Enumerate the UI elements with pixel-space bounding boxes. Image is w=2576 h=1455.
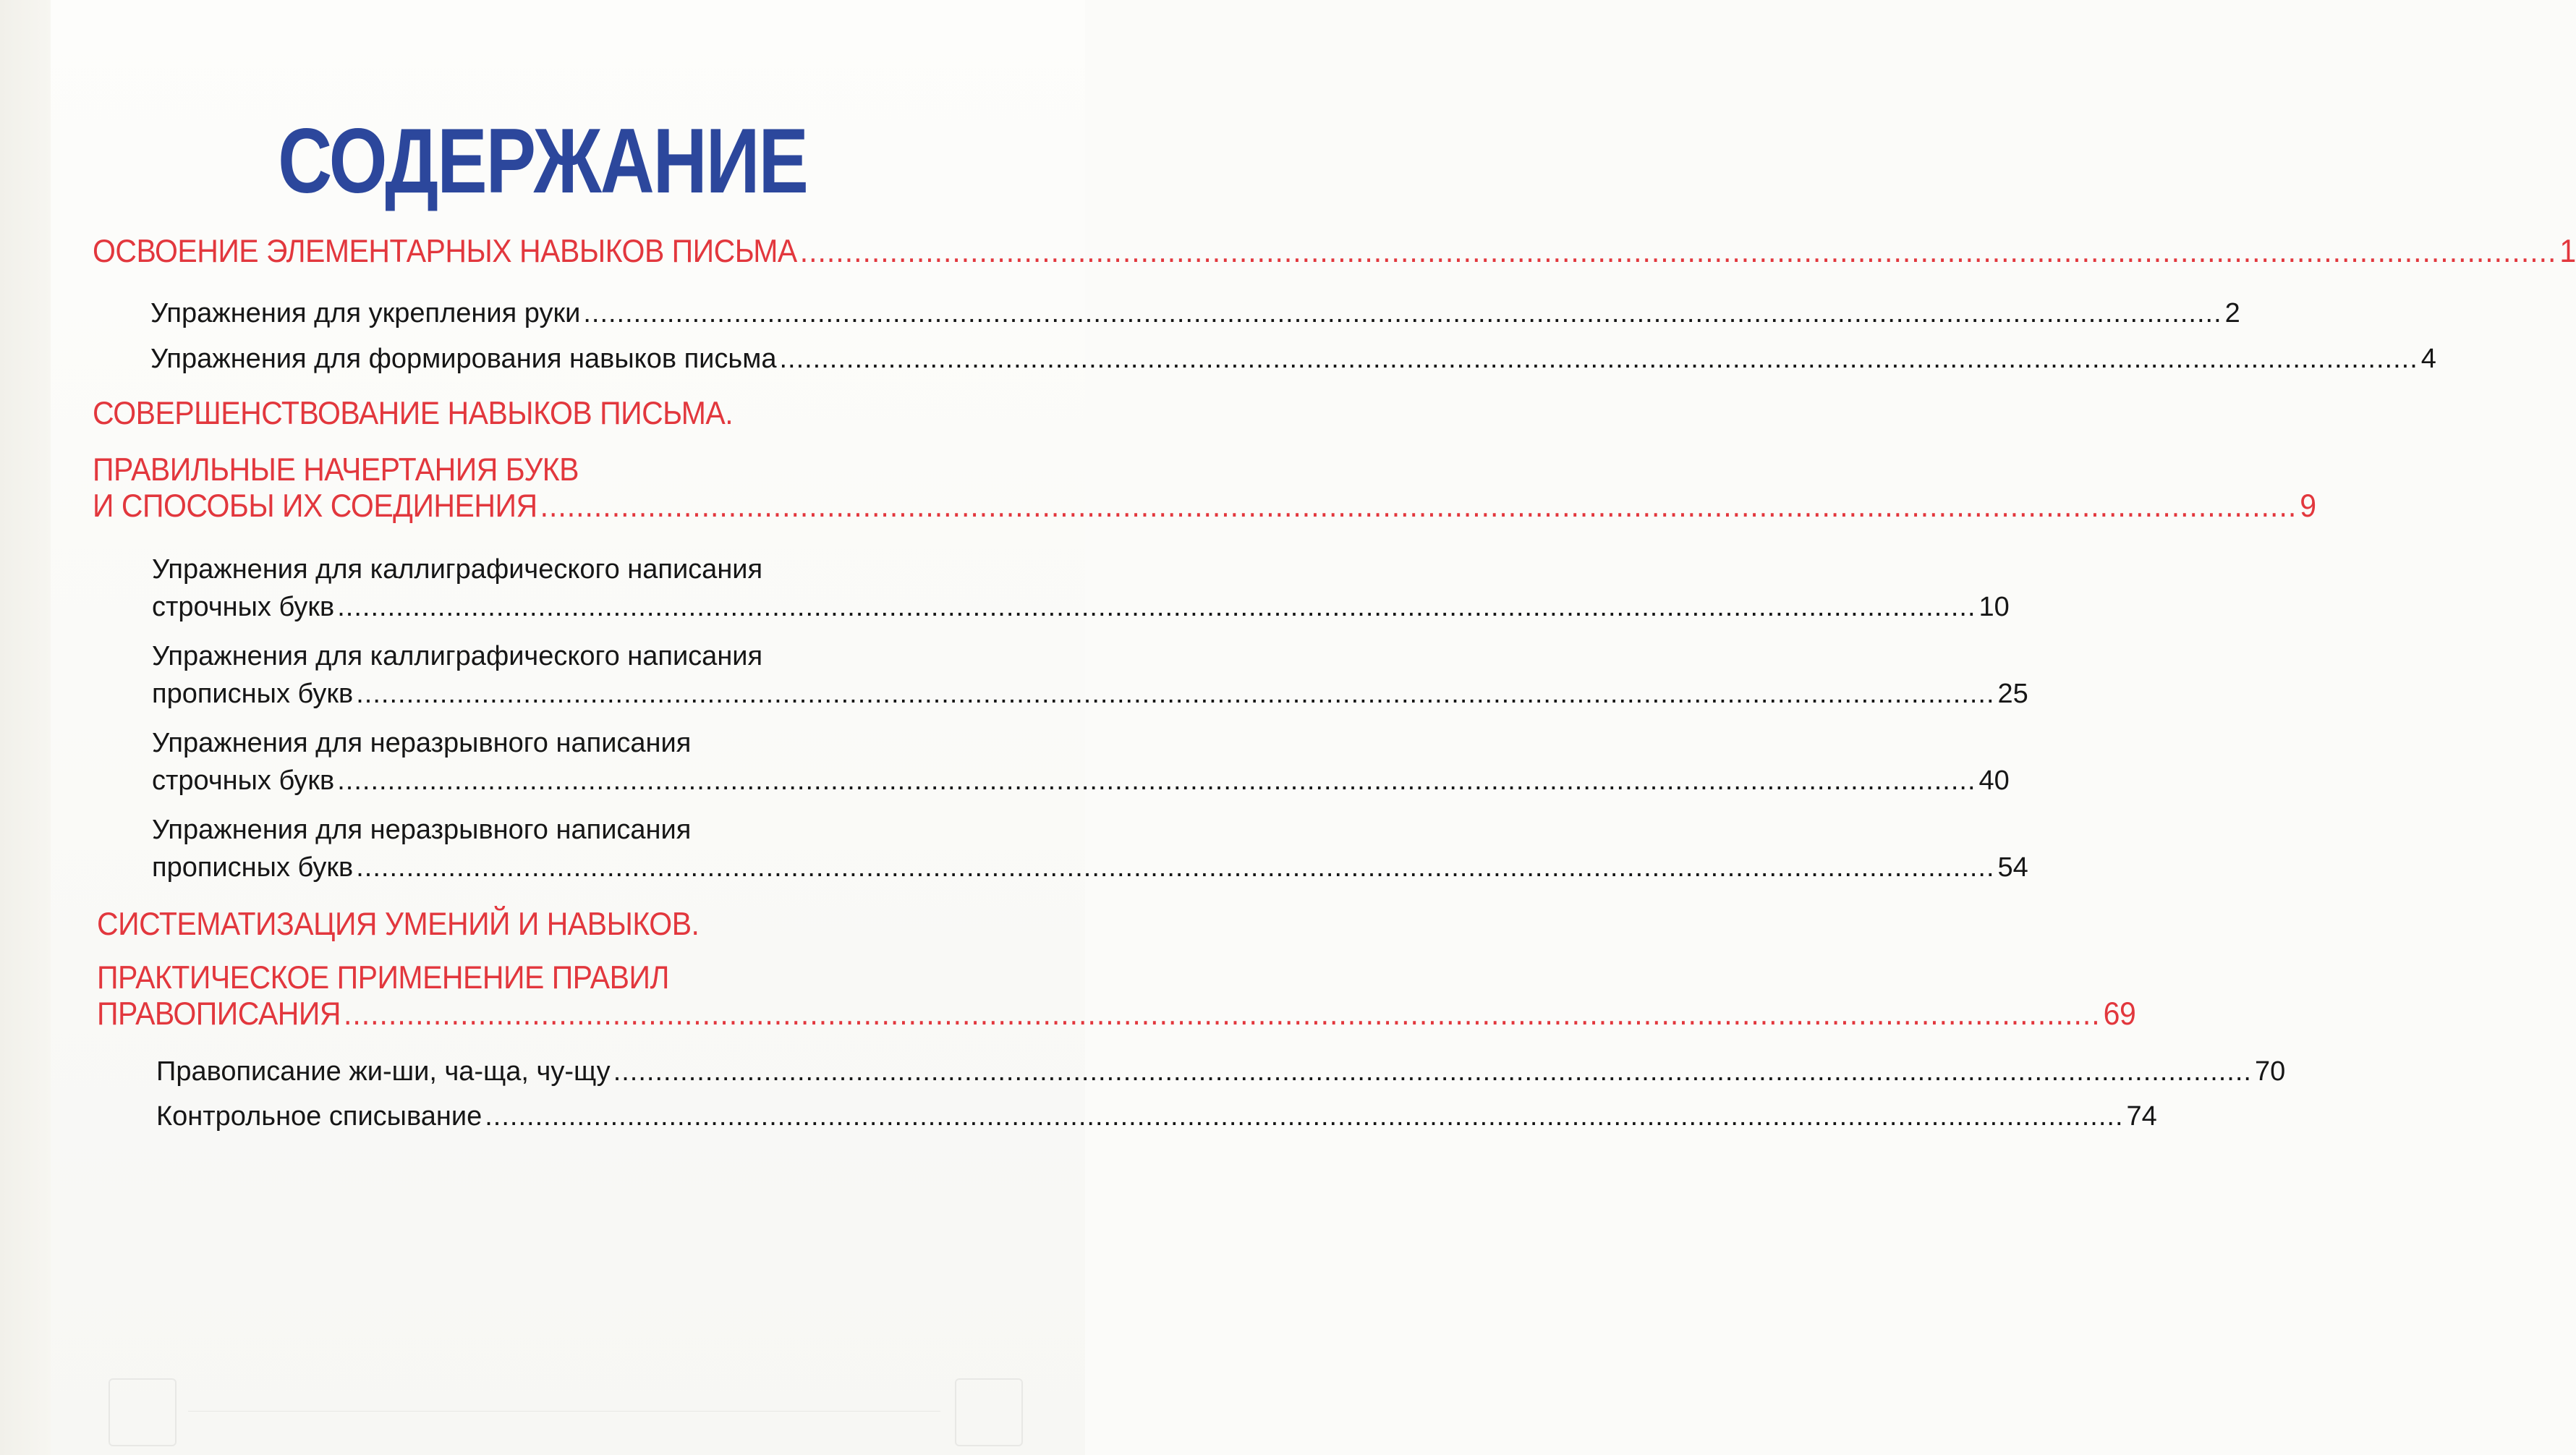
toc-item-2-1[interactable]: [152, 592, 2010, 623]
toc-section-3-title-line-2[interactable]: ПРАКТИЧЕСКОЕ ПРИМЕНЕНИЕ ПРАВИЛ: [97, 959, 669, 996]
toc-item-2-3[interactable]: [152, 765, 2010, 797]
toc-item-2-4-page: 54: [1997, 852, 2028, 883]
toc-leader-dots: ....................................................................................................................................................................................................: [485, 1101, 2124, 1132]
toc-section-3-title-line-3: ПРАВОПИСАНИЯ: [97, 996, 341, 1032]
bleed-through-frame: [955, 1378, 1023, 1446]
toc-item-3-2-page: 74: [2126, 1101, 2157, 1132]
toc-leader-dots: ....................................................................................................................................................................................................: [540, 488, 2297, 524]
toc-leader-dots: ....................................................................................................................................................................................................: [356, 679, 1995, 709]
toc-item-2-2[interactable]: [152, 679, 2028, 710]
toc-item-3-2-title: Контрольное списывание: [156, 1101, 483, 1132]
toc-item-2-1-page: 10: [1978, 592, 2010, 622]
toc-section-3-title-line-1[interactable]: СИСТЕМАТИЗАЦИЯ УМЕНИЙ И НАВЫКОВ.: [97, 906, 700, 942]
toc-item-3-1-page: 70: [2254, 1056, 2286, 1087]
page-title: СОДЕРЖАНИЕ: [278, 110, 807, 213]
toc-item-2-4-title-line-2: прописных букв: [152, 852, 354, 883]
toc-item-1-1-page: 2: [2224, 298, 2240, 328]
toc-section-1-title: ОСВОЕНИЕ ЭЛЕМЕНТАРНЫХ НАВЫКОВ ПИСЬМА: [93, 233, 797, 269]
toc-section-2-title-line-1[interactable]: СОВЕРШЕНСТВОВАНИЕ НАВЫКОВ ПИСЬМА.: [93, 395, 734, 431]
toc-section-2-title-line-2[interactable]: ПРАВИЛЬНЫЕ НАЧЕРТАНИЯ БУКВ: [93, 451, 579, 488]
toc-section-2-title-line-3: И СПОСОБЫ ИХ СОЕДИНЕНИЯ: [93, 488, 537, 524]
toc-leader-dots: ....................................................................................................................................................................................................: [337, 765, 1976, 796]
toc-item-2-1-title-line-2: строчных букв: [152, 592, 335, 622]
toc-item-2-4[interactable]: [152, 852, 2028, 883]
toc-item-2-2-title-line-2: прописных букв: [152, 679, 354, 709]
toc-section-1-page: 1: [2559, 233, 2576, 269]
toc-leader-dots: ....................................................................................................................................................................................................: [343, 996, 2101, 1032]
toc-item-2-4-title-line-1[interactable]: Упражнения для неразрывного написания: [152, 815, 692, 845]
toc-item-2-1-title-line-1[interactable]: Упражнения для каллиграфического написания: [152, 554, 763, 585]
toc-section-3-page: 69: [2103, 996, 2136, 1032]
page-margin-strip: [0, 0, 51, 1455]
bleed-through-rule: [188, 1411, 940, 1412]
toc-item-2-2-page: 25: [1997, 679, 2028, 709]
toc-leader-dots: ....................................................................................................................................................................................................: [356, 852, 1995, 883]
toc-section-2[interactable]: [93, 488, 2316, 525]
toc-item-3-1-title: Правописание жи-ши, ча-ща, чу-щу: [156, 1056, 611, 1087]
toc-leader-dots: ....................................................................................................................................................................................................: [613, 1056, 2252, 1087]
toc-item-1-2[interactable]: [150, 344, 2436, 375]
toc-leader-dots: ....................................................................................................................................................................................................: [337, 592, 1976, 622]
toc-item-2-2-title-line-1[interactable]: Упражнения для каллиграфического написания: [152, 641, 763, 671]
toc-item-3-1[interactable]: [156, 1056, 2286, 1087]
toc-item-1-2-title: Упражнения для формирования навыков письма: [150, 344, 777, 374]
toc-item-1-1[interactable]: [150, 298, 2240, 329]
toc-section-1[interactable]: [93, 233, 2576, 270]
bleed-through-frame: [109, 1378, 177, 1446]
toc-item-1-2-page: 4: [2420, 344, 2436, 374]
toc-leader-dots: ....................................................................................................................................................................................................: [779, 344, 2418, 374]
toc-section-2-page: 9: [2300, 488, 2316, 524]
toc-item-1-1-title: Упражнения для укрепления руки: [150, 298, 581, 328]
toc-item-2-3-title-line-1[interactable]: Упражнения для неразрывного написания: [152, 728, 692, 758]
toc-item-2-3-title-line-2: строчных букв: [152, 765, 335, 796]
toc-item-2-3-page: 40: [1978, 765, 2010, 796]
toc-leader-dots: ....................................................................................................................................................................................................: [583, 298, 2222, 328]
toc-leader-dots: ....................................................................................................................................................................................................: [799, 233, 2557, 269]
toc-section-3[interactable]: [97, 996, 2136, 1032]
toc-item-3-2[interactable]: [156, 1101, 2157, 1132]
